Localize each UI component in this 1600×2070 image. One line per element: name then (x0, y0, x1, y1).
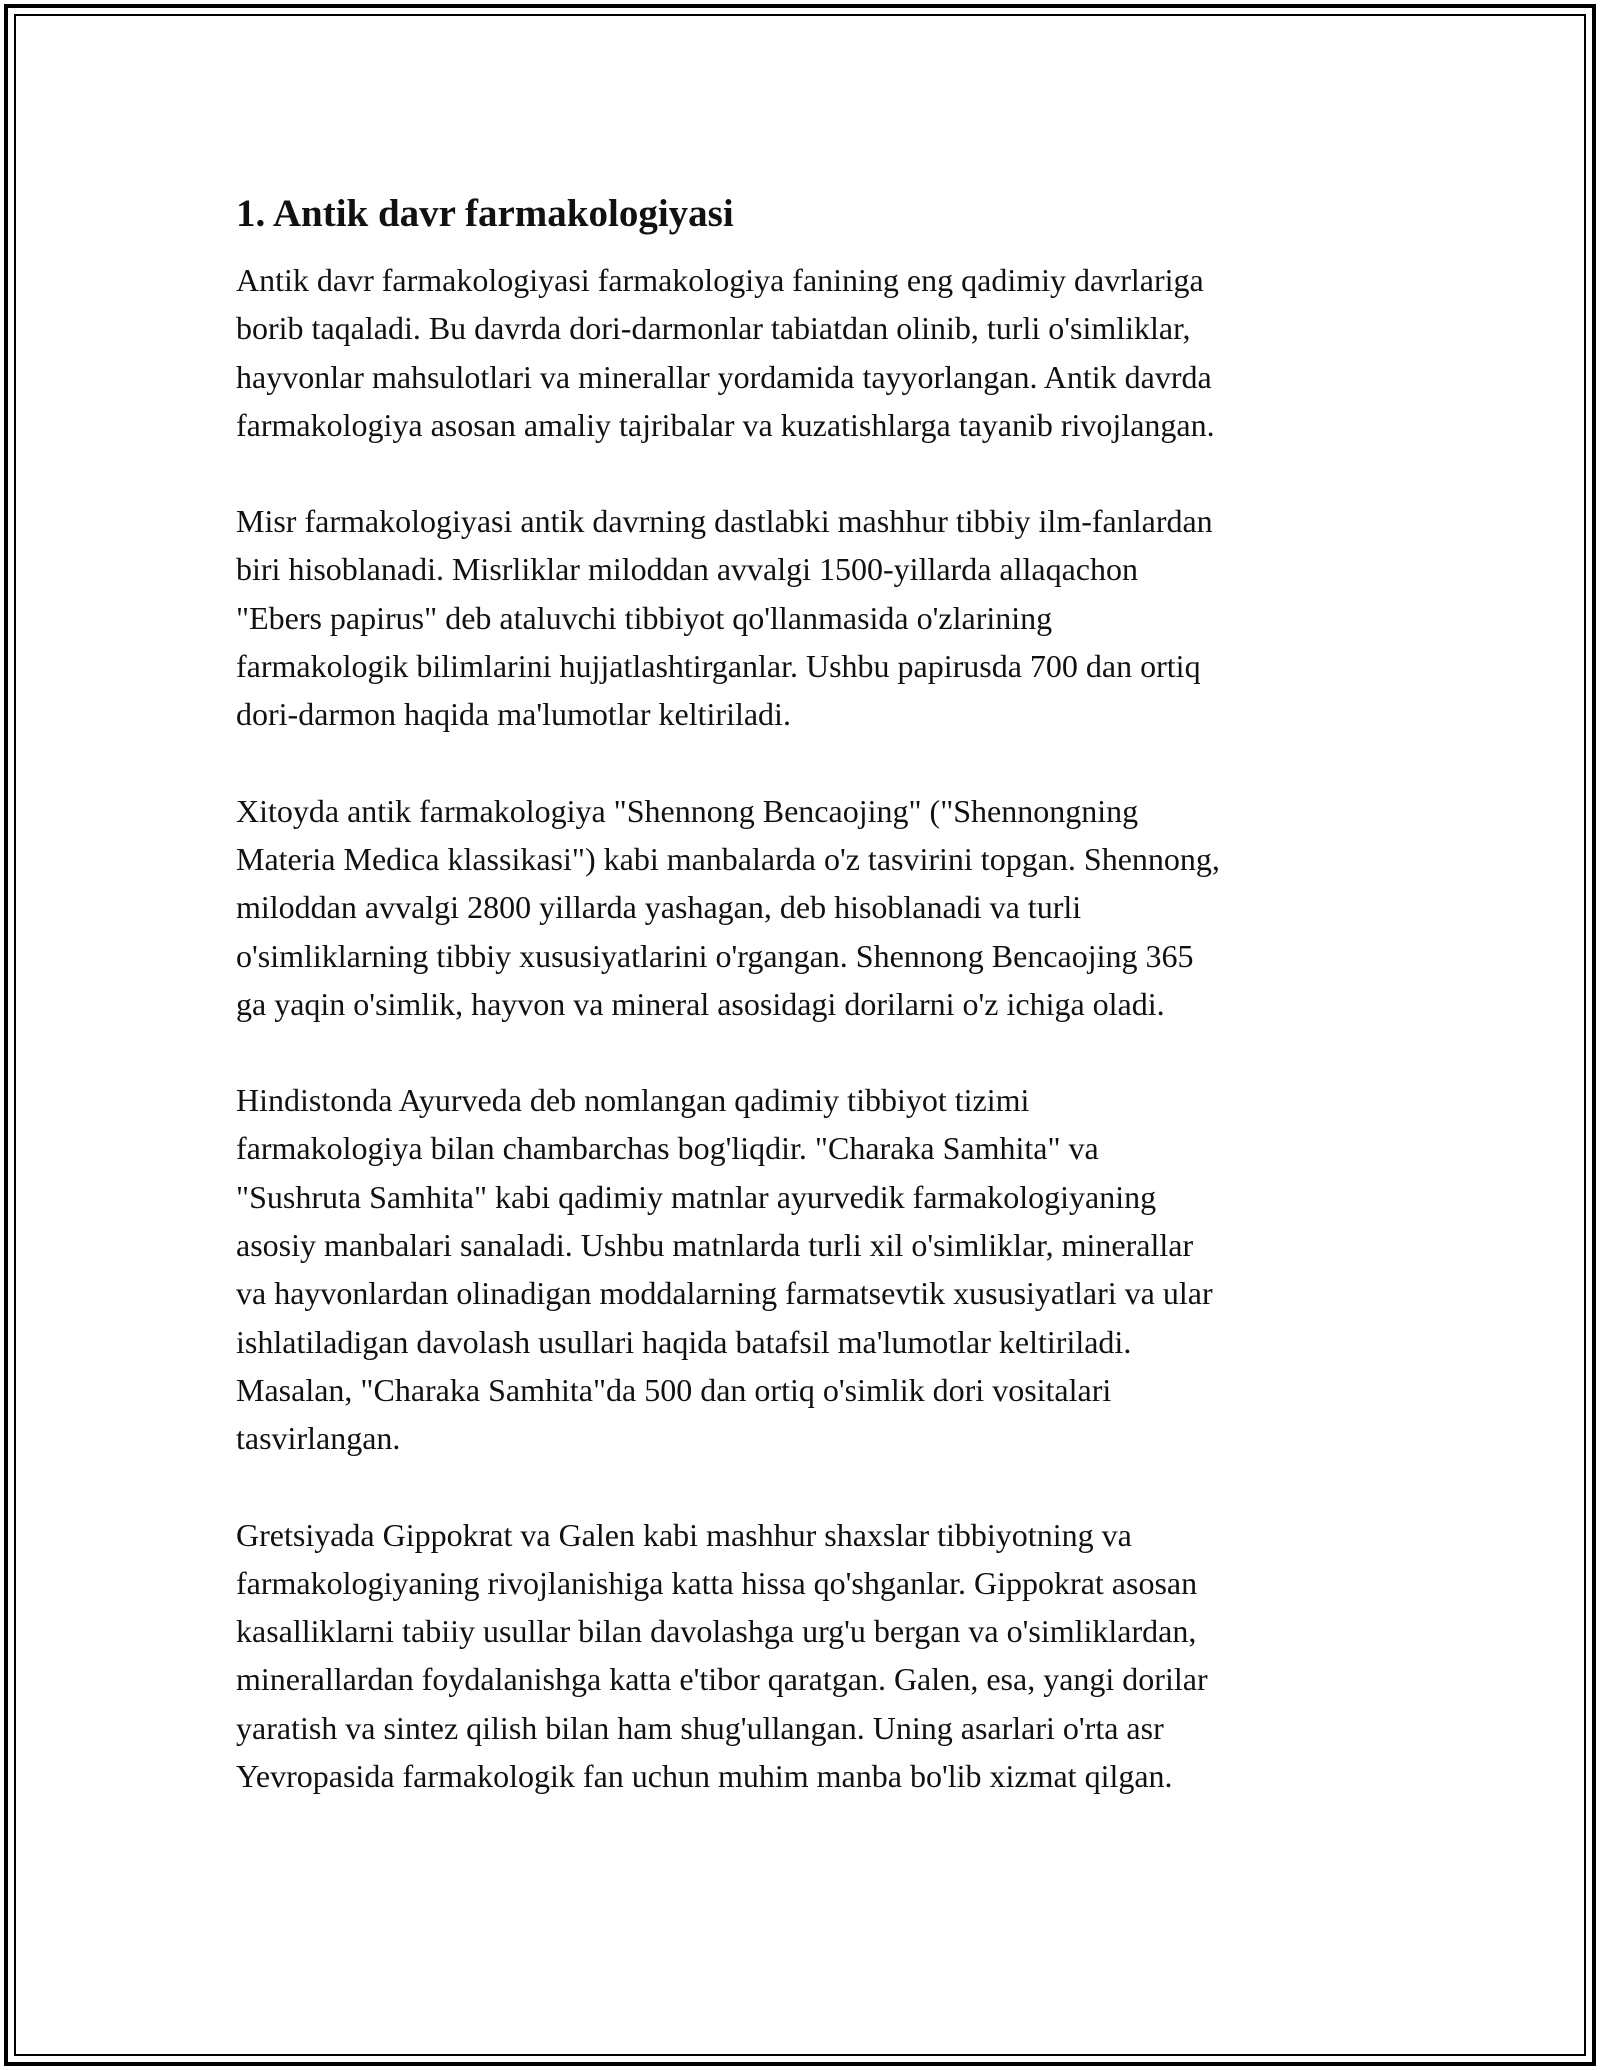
text-line: kasalliklarni tabiiy usullar bilan davolashga urg'u bergan va o'simliklardan, (236, 1613, 1197, 1650)
text-line: "Ebers papirus" deb ataluvchi tibbiyot qo'llanmasida o'zlarining (236, 599, 1053, 636)
text-line: Materia Medica klassikasi") kabi manbalarda o'z tasvirini topgan. Shennong, (236, 840, 1220, 877)
text-line: farmakologik bilimlarini hujjatlashtirganlar. Ushbu papirusda 700 dan ortiq (236, 648, 1201, 685)
text-line: minerallardan foydalanishga katta e'tibor qaratgan. Galen, esa, yangi dorilar (236, 1661, 1208, 1698)
text-line: farmakologiya asosan amaliy tajribalar va kuzatishlarga tayanib rivojlangan. (236, 406, 1215, 443)
text-line: asosiy manbalari sanaladi. Ushbu matnlarda turli xil o'simliklar, minerallar (236, 1227, 1194, 1264)
text-line: Gretsiyada Gippokrat va Galen kabi mashhur shaxslar tibbiyotning va (236, 1516, 1132, 1553)
text-line: va hayvonlardan olinadigan moddalarning farmatsevtik xususiyatlari va ular (236, 1275, 1213, 1312)
text-line: dori-darmon haqida ma'lumotlar keltiriladi. (236, 696, 791, 733)
text-line: Xitoyda antik farmakologiya "Shennong Bencaojing" ("Shennongning (236, 792, 1139, 829)
text-line: tasvirlangan. (236, 1420, 401, 1457)
paragraph-xitoy (236, 787, 1406, 1028)
text-line: Masalan, "Charaka Samhita"da 500 dan ortiq o'simlik dori vositalari (236, 1371, 1112, 1408)
text-line: farmakologiya bilan chambarchas bog'liqdir. "Charaka Samhita" va (236, 1130, 1099, 1167)
paragraph-gretsiya (236, 1511, 1406, 1801)
paragraph-misr (236, 497, 1406, 738)
paragraph-hindiston (236, 1076, 1406, 1462)
text-line: o'simliklarning tibbiy xususiyatlarini o'rgangan. Shennong Bencaojing 365 (236, 937, 1194, 974)
text-line: hayvonlar mahsulotlari va minerallar yordamida tayyorlangan. Antik davrda (236, 358, 1212, 395)
paragraph-antik-davr (236, 256, 1406, 449)
text-line: yaratish va sintez qilish bilan ham shug'ullangan. Uning asarlari o'rta asr (236, 1709, 1164, 1746)
section-heading: 1. Antik davr farmakologiyasi (236, 192, 734, 235)
text-line: borib taqaladi. Bu davrda dori-darmonlar tabiatdan olinib, turli o'simliklar, (236, 310, 1191, 347)
text-line: Yevropasida farmakologik fan uchun muhim manba bo'lib xizmat qilgan. (236, 1758, 1173, 1795)
text-line: biri hisoblanadi. Misrliklar miloddan avvalgi 1500-yillarda allaqachon (236, 551, 1138, 588)
text-line: ga yaqin o'simlik, hayvon va mineral asosidagi dorilarni o'z ichiga oladi. (236, 985, 1165, 1022)
text-line: "Sushruta Samhita" kabi qadimiy matnlar ayurvedik farmakologiyaning (236, 1178, 1157, 1215)
document-body (236, 186, 1406, 1848)
text-line: Misr farmakologiyasi antik davrning dastlabki mashhur tibbiy ilm-fanlardan (236, 503, 1213, 540)
text-line: Antik davr farmakologiyasi farmakologiya fanining eng qadimiy davrlariga (236, 262, 1204, 298)
text-line: miloddan avvalgi 2800 yillarda yashagan, deb hisoblanadi va turli (236, 889, 1082, 926)
text-line: Hindistonda Ayurveda deb nomlangan qadimiy tibbiyot tizimi (236, 1082, 1030, 1119)
text-line: ishlatiladigan davolash usullari haqida batafsil ma'lumotlar keltiriladi. (236, 1323, 1132, 1360)
text-line: farmakologiyaning rivojlanishiga katta hissa qo'shganlar. Gippokrat asosan (236, 1564, 1198, 1601)
